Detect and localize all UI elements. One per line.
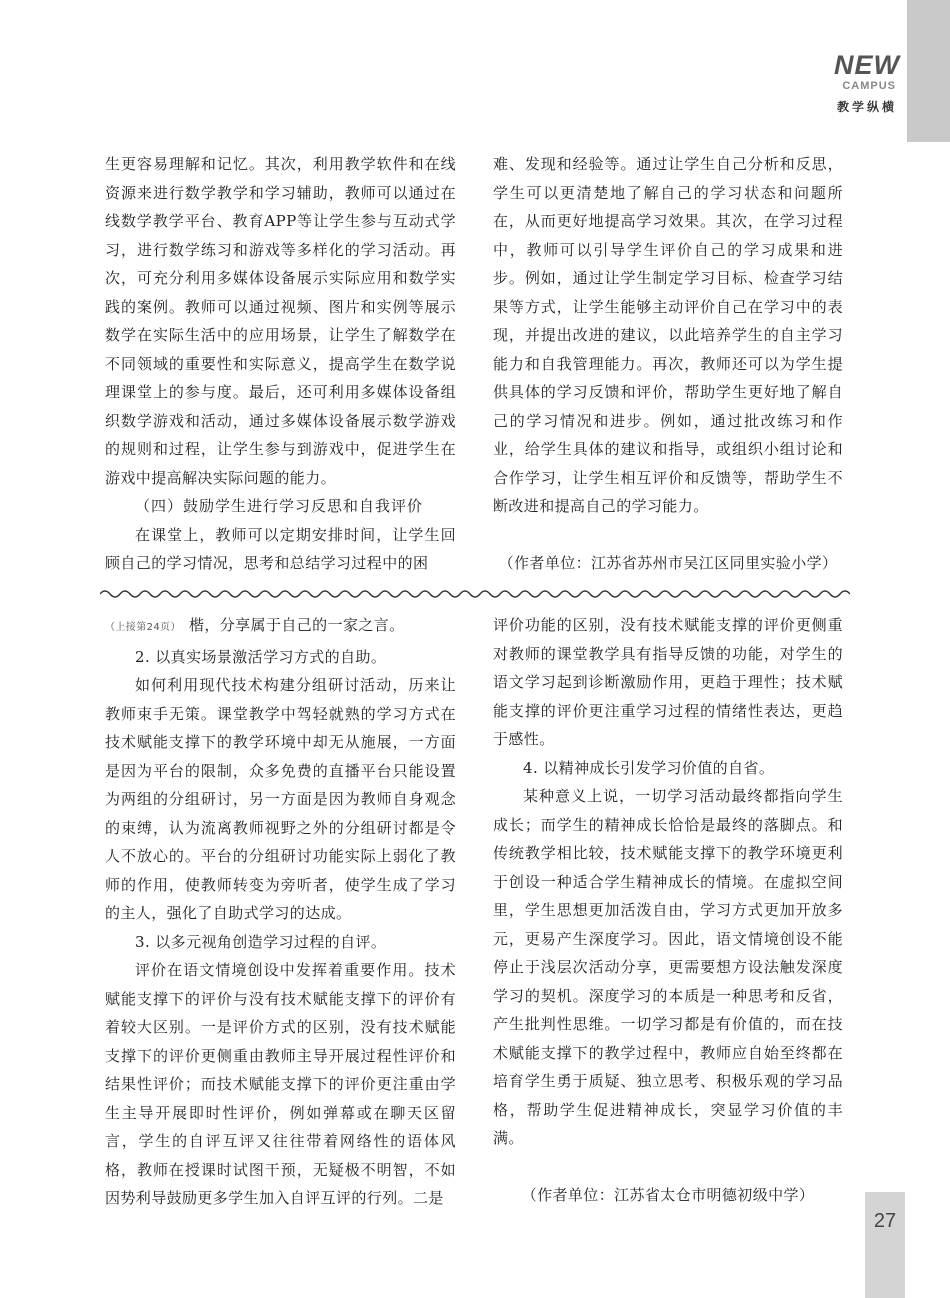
article1-paragraph: 难、发现和经验等。通过让学生自己分析和反思，学生可以更清楚地了解自己的学习状态和问题所在，从而更好地提高学习效果。其次，在学习过程中，教师可以引导学生评价自己的学习成果和进步。例如，通过让学生制定学习目标、检查学习结果等方式，让学生能够主动评价自己在学习中的表现，并提出改进的建议，以此培养学生的自主学习能力和自我管理能力。再次，教师还可以为学生提供具体的学习反馈和评价，帮助学生更好地了解自己的学习情况和进步。例如，通过批改练习和作业，给学生具体的建议和指导，或组织小组讨论和合作学习，让学生相互评价和反馈等，帮助学生不断改进和提高自己的学习能力。 — [493, 155, 843, 515]
brand-new-logo: NEW — [834, 50, 900, 80]
author-spacer — [493, 521, 843, 549]
brand-campus-logo: CAMPUS — [842, 80, 896, 92]
header-side-tab — [907, 0, 950, 142]
continuation-marker: （上接第24页） — [105, 622, 181, 633]
article1-right-column — [493, 150, 843, 577]
article2-right-column — [493, 611, 843, 1209]
page-number-tab — [865, 1192, 905, 1298]
article2-first-line — [105, 611, 456, 643]
article1-left-column — [105, 150, 456, 578]
article2-heading: 4. 以精神成长引发学习价值的自省。 — [523, 758, 775, 777]
article2-paragraph: 评价在语文情境创设中发挥着重要作用。技术赋能支撑下的评价与没有技术赋能支撑下的评价有着较大区别。一是评价方式的区别，没有技术赋能支撑下的评价更侧重由教师主导开展过程性评价和结果性评价；而技术赋能支撑下的评价更注重由学生主导开展即时性评价，例如弹幕或在聊天区留言，学生的自评互评又往往带着网络性的语体风格，教师在授课时试图干预，无疑极不明智，不如因势利导鼓励更多学生加入自评互评的行列。二是 — [105, 961, 456, 1207]
article2-heading: 3. 以多元视角创造学习过程的自评。 — [135, 932, 387, 951]
author-spacer — [493, 1153, 843, 1181]
article2-paragraph: 某种意义上说，一切学习活动最终都指向学生成长；而学生的精神成长恰恰是最终的落脚点。和传统教学相比较，技术赋能支撑下的教学环境更利于创设一种适合学生精神成长的情境。在虚拟空间里，学生思想更加活泼自由，学习方式更加开放多元，更易产生深度学习。因此，语文情境创设不能停止于浅层次活动分享，更需要想方设法触发深度学习的契机。深度学习的本质是一种思考和反省，产生批判性思维。一切学习都是有价值的，而在技术赋能支撑下的教学过程中，教师应自始至终都在培育学生勇于质疑、独立思考、积极乐观的学习品格，帮助学生促进精神成长，突显学习价值的丰满。 — [493, 787, 843, 1147]
article2-author: （作者单位：江苏省太仓市明德初级中学） — [521, 1185, 815, 1204]
column-title: 教学纵横 — [836, 100, 897, 114]
article2-paragraph: 评价功能的区别，没有技术赋能支撑的评价更侧重对教师的课堂教学具有指导反馈的功能，对学生的语文学习起到诊断激励作用，更趋于理性；技术赋能支撑的评价更注重学习过程的情绪性表达，更趋于感性。 — [493, 616, 843, 748]
article2-heading: 2. 以真实场景激活学习方式的自助。 — [135, 647, 387, 666]
article2-first-text: 楷，分享属于自己的一家之言。 — [188, 616, 405, 634]
article1-paragraph: 在课堂上，教师可以定期安排时间，让学生回顾自己的学习情况，思考和总结学习过程中的困 — [105, 525, 456, 572]
article1-paragraph: 生更容易理解和记忆。其次，利用教学软件和在线资源来进行数学教学和学习辅助，教师可以通过在线数学教学平台、教育APP等让学生参与互动式学习，进行数学练习和游戏等多样化的学习活动。再次，可充分利用多媒体设备展示实际应用和数学实践的案例。教师可以通过视频、图片和实例等展示数学在实际生活中的应用场景，让学生了解数学在不同领域的重要性和实际意义，提高学生在数学说理课堂上的参与度。最后，还可利用多媒体设备组织数学游戏和活动，通过多媒体设备展示数学游戏的规则和过程，让学生参与到游戏中，促进学生在游戏中提高解决实际问题的能力。 — [105, 155, 456, 487]
wavy-divider — [100, 586, 850, 602]
article1-author: （作者单位：江苏省苏州市吴江区同里实验小学） — [498, 553, 838, 572]
article2-left-column — [105, 611, 456, 1213]
article2-paragraph: 如何利用现代技术构建分组研讨活动，历来让教师束手无策。课堂教学中驾轻就熟的学习方式在技术赋能支撑下的教学环境中却无从施展，一方面是因为平台的限制，众多免费的直播平台只能设置为两组的分组研讨，另一方面是因为教师自身观念的束缚，认为流离教师视野之外的分组研讨都是令人不放心的。平台的分组研讨功能实际上弱化了教师的作用，使教师转变为旁听者，使学生成了学习的主人，强化了自助式学习的达成。 — [105, 676, 456, 922]
article1-subheading: （四）鼓励学生进行学习反思和自我评价 — [135, 497, 424, 515]
page-number: 27 — [873, 1210, 897, 1232]
